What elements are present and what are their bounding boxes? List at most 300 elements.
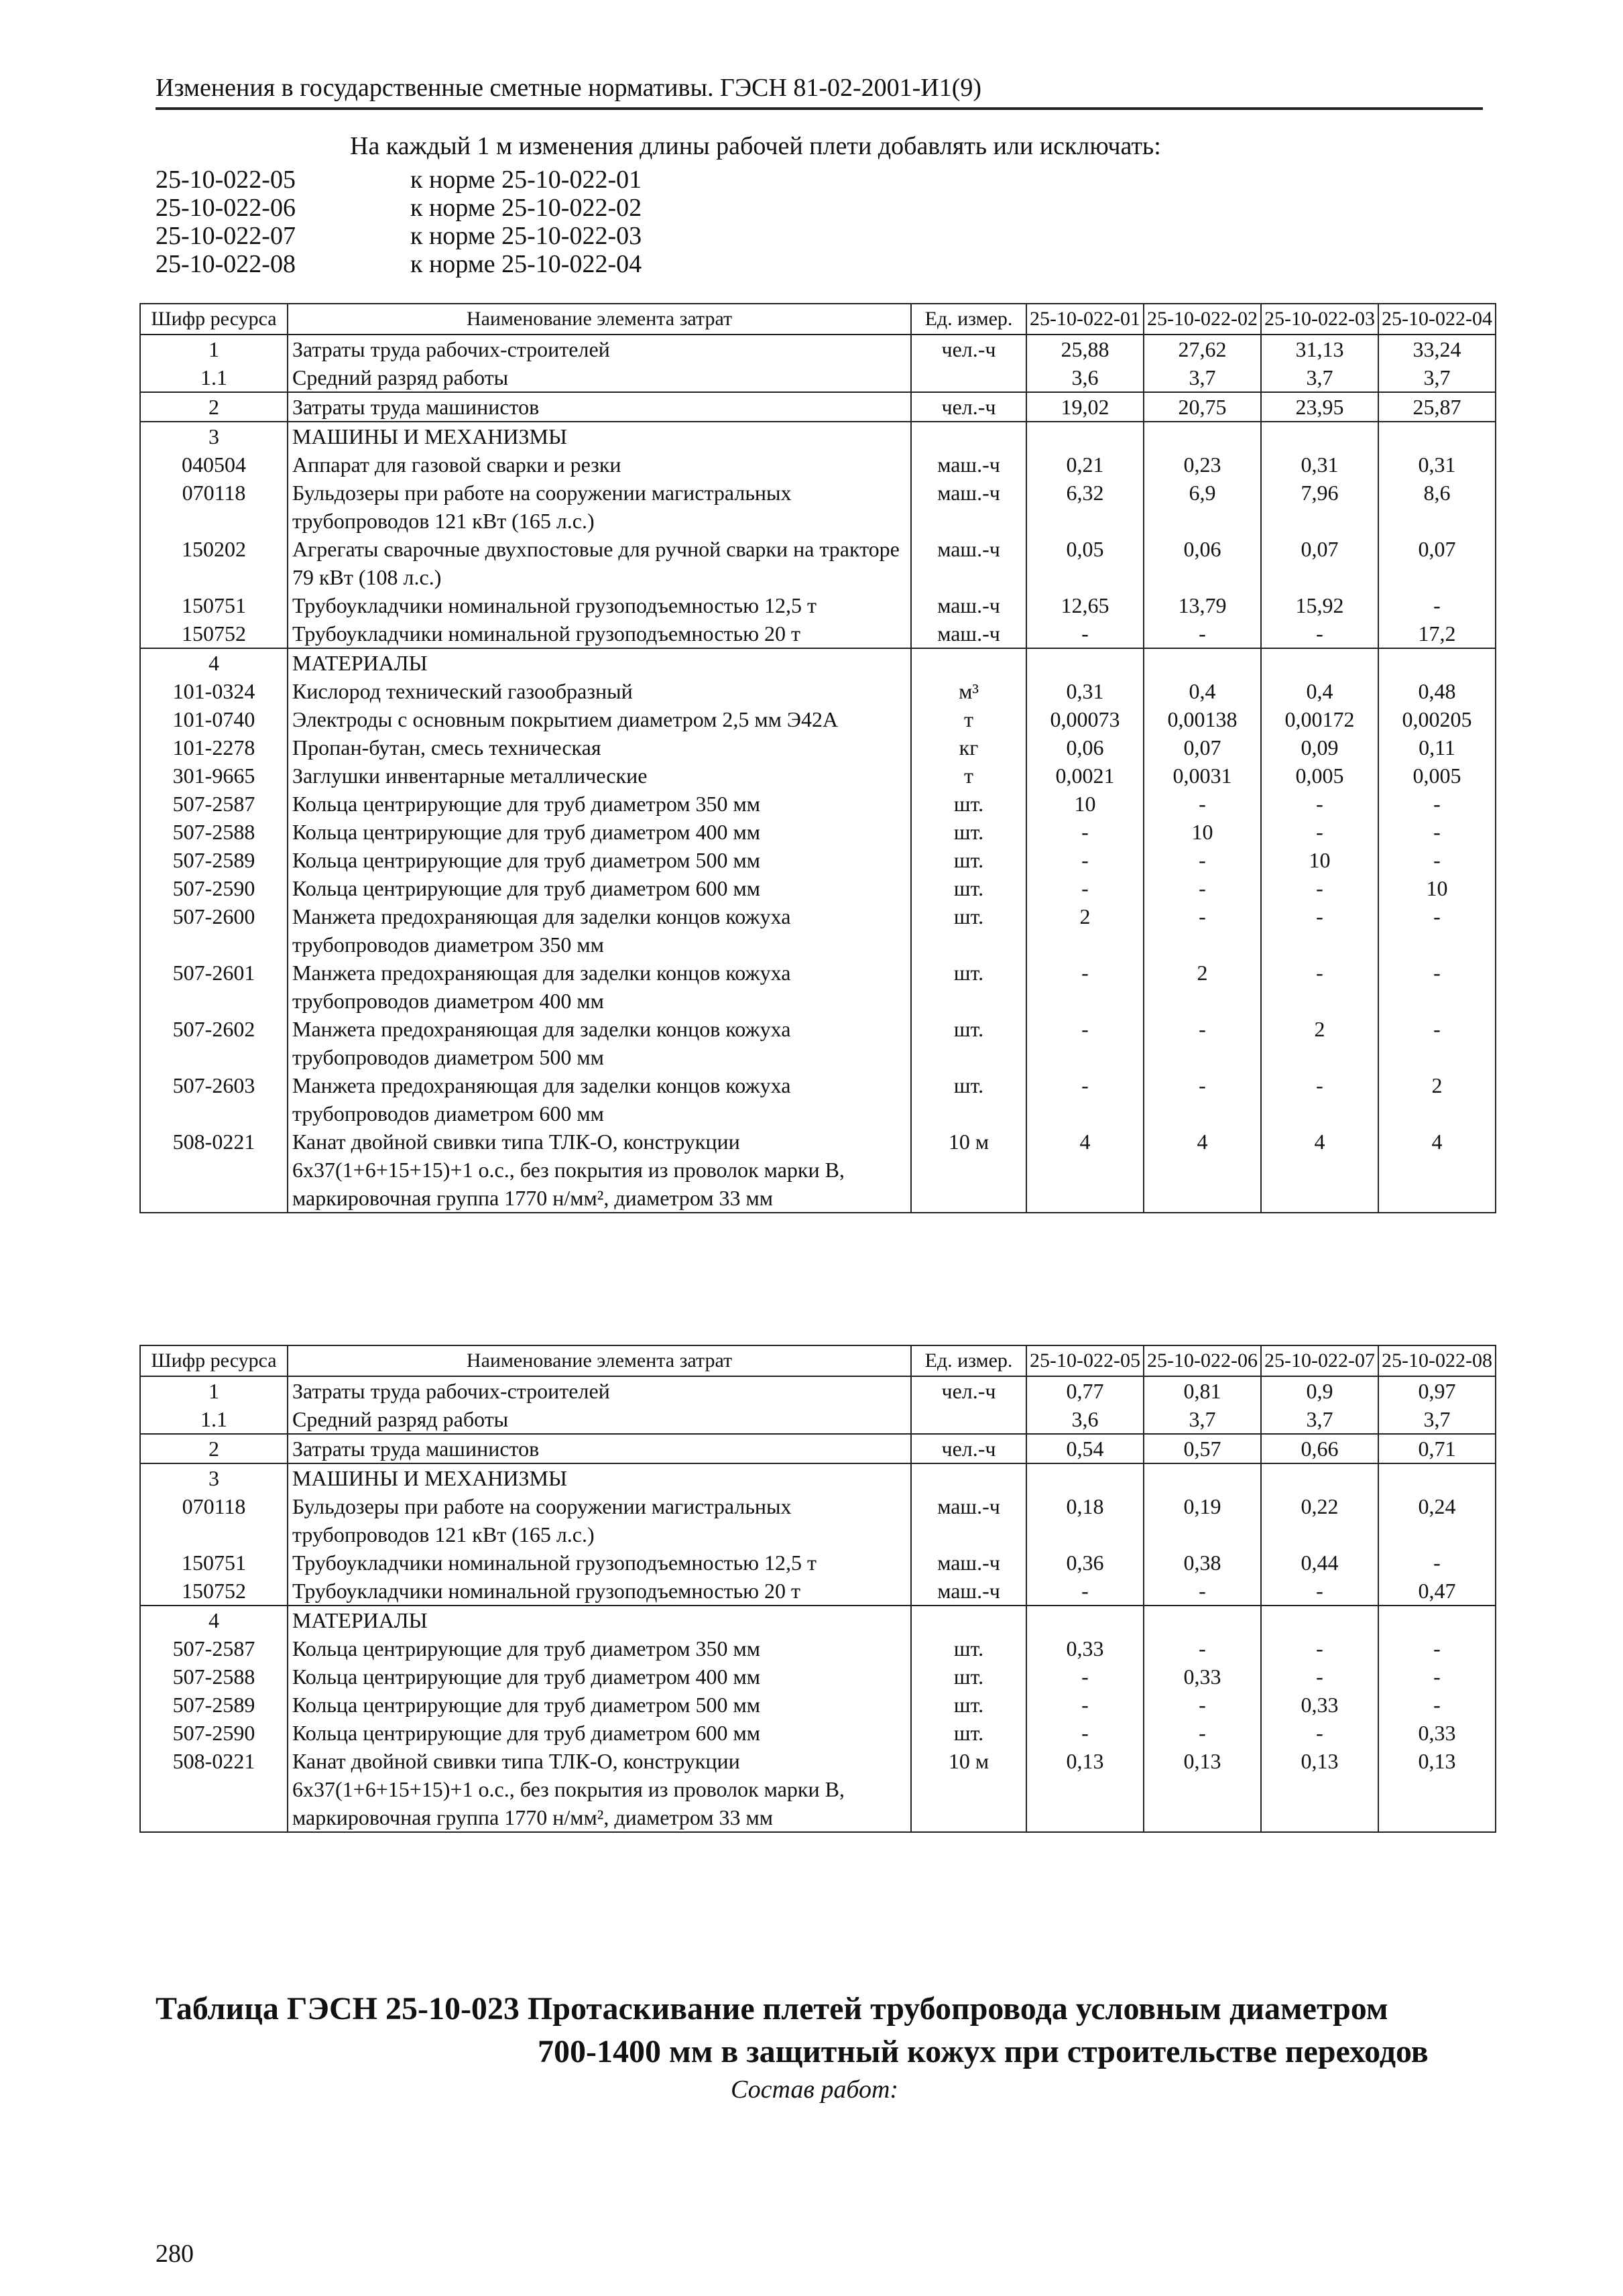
cell-name: Затраты труда рабочих-строителей	[288, 335, 911, 363]
cell-value: 0,33	[1378, 1719, 1496, 1747]
cell-name: Бульдозеры при работе на сооружении магистральных трубопроводов 121 кВт (165 л.с.)	[288, 1492, 911, 1549]
cell-name: Кольца центрирующие для труб диаметром 350 мм	[288, 790, 911, 818]
cell-value: -	[1261, 1663, 1378, 1691]
col-header-code: Шифр ресурса	[140, 304, 288, 335]
cell-value: -	[1026, 1577, 1144, 1606]
cell-value: -	[1026, 874, 1144, 902]
cell-code: 4	[140, 1606, 288, 1634]
cell-unit: шт.	[911, 790, 1026, 818]
cell-value: 27,62	[1144, 335, 1261, 363]
cell-name: Трубоукладчики номинальной грузоподъемностью 12,5 т	[288, 1549, 911, 1577]
cell-value	[1378, 648, 1496, 677]
cell-value: -	[1378, 1549, 1496, 1577]
cell-value: 0,19	[1144, 1492, 1261, 1549]
cell-value: -	[1261, 959, 1378, 1015]
table-row	[140, 450, 1496, 479]
cell-unit: чел.-ч	[911, 1434, 1026, 1463]
cell-code: 507-2600	[140, 902, 288, 959]
cell-value: 0,77	[1026, 1376, 1144, 1405]
table-row	[140, 1463, 1496, 1492]
cell-value: 12,65	[1026, 591, 1144, 619]
cell-value	[1378, 1463, 1496, 1492]
cell-unit	[911, 648, 1026, 677]
cell-value: 0,31	[1026, 677, 1144, 705]
cell-name: Трубоукладчики номинальной грузоподъемностью 12,5 т	[288, 591, 911, 619]
cell-value: 19,02	[1026, 392, 1144, 422]
table-row	[140, 335, 1496, 363]
col-header-norm: 25-10-022-07	[1261, 1345, 1378, 1376]
cell-unit: шт.	[911, 959, 1026, 1015]
table-row	[140, 619, 1496, 648]
cell-code: 508-0221	[140, 1747, 288, 1832]
table-row	[140, 1663, 1496, 1691]
col-header-code: Шифр ресурса	[140, 1345, 288, 1376]
cell-value: 0,24	[1378, 1492, 1496, 1549]
cell-name: Электроды с основным покрытием диаметром 2,5 мм Э42А	[288, 705, 911, 733]
table-row	[140, 874, 1496, 902]
cell-code: 507-2590	[140, 874, 288, 902]
col-header-norm: 25-10-022-05	[1026, 1345, 1144, 1376]
cell-code: 507-2587	[140, 1634, 288, 1663]
cell-code: 1.1	[140, 1405, 288, 1434]
cell-value: 4	[1144, 1128, 1261, 1213]
cell-code: 507-2603	[140, 1071, 288, 1128]
cell-name: Манжета предохраняющая для заделки концов кожуха трубопроводов диаметром 350 мм	[288, 902, 911, 959]
cell-value: -	[1378, 818, 1496, 846]
cell-code: 150752	[140, 619, 288, 648]
cell-value: 0,57	[1144, 1434, 1261, 1463]
cell-value: -	[1378, 959, 1496, 1015]
cell-code: 507-2587	[140, 790, 288, 818]
table-title-line1: Таблица ГЭСН 25-10-023 Протаскивание плетей трубопровода условным диаметром	[156, 1991, 1388, 2027]
col-header-norm: 25-10-022-08	[1378, 1345, 1496, 1376]
cell-unit	[911, 422, 1026, 450]
cell-value: -	[1144, 902, 1261, 959]
cell-value: 2	[1378, 1071, 1496, 1128]
cell-value: 0,00073	[1026, 705, 1144, 733]
cell-value: 0,06	[1144, 535, 1261, 591]
cell-value: 0,33	[1026, 1634, 1144, 1663]
table-row	[140, 1071, 1496, 1128]
cell-value: 0,11	[1378, 733, 1496, 762]
col-header-norm: 25-10-022-06	[1144, 1345, 1261, 1376]
cell-value: 6,32	[1026, 479, 1144, 535]
cell-value: 0,36	[1026, 1549, 1144, 1577]
table-row	[140, 1747, 1496, 1832]
cell-code: 507-2588	[140, 1663, 288, 1691]
table-row	[140, 1376, 1496, 1405]
cell-unit: маш.-ч	[911, 1549, 1026, 1577]
cell-value: -	[1026, 1691, 1144, 1719]
cell-value: 0,31	[1261, 450, 1378, 479]
cell-value: -	[1378, 1634, 1496, 1663]
cell-value: 0,13	[1261, 1747, 1378, 1832]
cell-value: 0,81	[1144, 1376, 1261, 1405]
cell-value	[1261, 1606, 1378, 1634]
cell-code: 2	[140, 1434, 288, 1463]
cell-value: 0,05	[1026, 535, 1144, 591]
work-composition-label: Состав работ:	[731, 2075, 899, 2104]
cell-unit: шт.	[911, 874, 1026, 902]
cell-value: -	[1378, 902, 1496, 959]
table-row	[140, 790, 1496, 818]
table-row	[140, 1128, 1496, 1213]
cell-value: 0,4	[1144, 677, 1261, 705]
cell-value: 0,48	[1378, 677, 1496, 705]
cell-value: 6,9	[1144, 479, 1261, 535]
cell-unit: шт.	[911, 846, 1026, 874]
cell-value: 0,38	[1144, 1549, 1261, 1577]
cell-value: 2	[1261, 1015, 1378, 1071]
cell-value	[1144, 422, 1261, 450]
cell-value: -	[1378, 1015, 1496, 1071]
col-header-norm: 25-10-022-03	[1261, 304, 1378, 335]
cell-value: -	[1026, 1719, 1144, 1747]
cell-value: -	[1144, 1719, 1261, 1747]
cell-unit: маш.-ч	[911, 591, 1026, 619]
cell-name: Трубоукладчики номинальной грузоподъемностью 20 т	[288, 1577, 911, 1606]
cell-name: Кольца центрирующие для труб диаметром 500 мм	[288, 1691, 911, 1719]
cell-unit: 10 м	[911, 1128, 1026, 1213]
cell-code: 301-9665	[140, 762, 288, 790]
cell-value: -	[1261, 790, 1378, 818]
cell-value: 23,95	[1261, 392, 1378, 422]
cell-value: -	[1261, 1577, 1378, 1606]
cell-code: 101-0740	[140, 705, 288, 733]
cell-code: 150751	[140, 591, 288, 619]
cell-unit: чел.-ч	[911, 335, 1026, 363]
cell-value	[1261, 422, 1378, 450]
cell-name: Кольца центрирующие для труб диаметром 500 мм	[288, 846, 911, 874]
page-number: 280	[156, 2240, 194, 2268]
cell-value: 0,33	[1144, 1663, 1261, 1691]
cell-unit	[911, 1405, 1026, 1434]
cell-unit: шт.	[911, 902, 1026, 959]
cell-value: -	[1261, 818, 1378, 846]
cell-name: Манжета предохраняющая для заделки концов кожуха трубопроводов диаметром 500 мм	[288, 1015, 911, 1071]
table-body	[140, 1376, 1496, 1832]
cell-unit: 10 м	[911, 1747, 1026, 1832]
norm-code: 25-10-022-08	[156, 250, 296, 278]
cell-value: 0,23	[1144, 450, 1261, 479]
cell-value: 10	[1026, 790, 1144, 818]
cell-name: Затраты труда машинистов	[288, 1434, 911, 1463]
cell-unit: шт.	[911, 1015, 1026, 1071]
cell-value	[1026, 1463, 1144, 1492]
table-row	[140, 1577, 1496, 1606]
cell-name: Затраты труда рабочих-строителей	[288, 1376, 911, 1405]
cell-code: 507-2589	[140, 846, 288, 874]
cell-value: 25,87	[1378, 392, 1496, 422]
cell-code: 4	[140, 648, 288, 677]
norm-table-1	[139, 303, 1496, 1213]
cell-code: 101-2278	[140, 733, 288, 762]
norm-code: 25-10-022-06	[156, 194, 296, 222]
cell-value: 3,6	[1026, 363, 1144, 392]
cell-code: 507-2590	[140, 1719, 288, 1747]
cell-code: 1	[140, 1376, 288, 1405]
cell-value: -	[1261, 1071, 1378, 1128]
cell-unit: шт.	[911, 818, 1026, 846]
table-row	[140, 818, 1496, 846]
cell-value: 0,44	[1261, 1549, 1378, 1577]
cell-value: -	[1144, 790, 1261, 818]
col-header-name: Наименование элемента затрат	[288, 304, 911, 335]
cell-code: 507-2588	[140, 818, 288, 846]
cell-unit: маш.-ч	[911, 479, 1026, 535]
cell-unit: маш.-ч	[911, 619, 1026, 648]
cell-value: 0,07	[1378, 535, 1496, 591]
norm-code: 25-10-022-07	[156, 222, 296, 250]
cell-unit: шт.	[911, 1719, 1026, 1747]
cell-value: 20,75	[1144, 392, 1261, 422]
table-row	[140, 422, 1496, 450]
cell-value: 10	[1261, 846, 1378, 874]
cell-name: МАШИНЫ И МЕХАНИЗМЫ	[288, 422, 911, 450]
cell-value	[1026, 422, 1144, 450]
cell-name: МАТЕРИАЛЫ	[288, 648, 911, 677]
cell-value: -	[1378, 1691, 1496, 1719]
cell-value: 0,07	[1261, 535, 1378, 591]
cell-unit: шт.	[911, 1634, 1026, 1663]
cell-value: 0,13	[1378, 1747, 1496, 1832]
cell-unit	[911, 1606, 1026, 1634]
cell-value: -	[1026, 1015, 1144, 1071]
cell-name: Кислород технический газообразный	[288, 677, 911, 705]
cell-code: 3	[140, 422, 288, 450]
table-row	[140, 1405, 1496, 1434]
cell-value	[1144, 1606, 1261, 1634]
cell-value: 0,07	[1144, 733, 1261, 762]
cell-value: 17,2	[1378, 619, 1496, 648]
table-row	[140, 762, 1496, 790]
col-header-norm: 25-10-022-01	[1026, 304, 1144, 335]
cell-value: 4	[1026, 1128, 1144, 1213]
cell-name: МАТЕРИАЛЫ	[288, 1606, 911, 1634]
table-row	[140, 648, 1496, 677]
norm-code: 25-10-022-05	[156, 166, 296, 194]
cell-unit: маш.-ч	[911, 535, 1026, 591]
cell-name: Кольца центрирующие для труб диаметром 600 мм	[288, 1719, 911, 1747]
table-row	[140, 1719, 1496, 1747]
cell-name: Канат двойной свивки типа ТЛК-О, конструкции 6х37(1+6+15+15)+1 о.с., без покрытия из проволок марки В, маркировочная группа 1770 н/мм², диаметром 33 мм	[288, 1747, 911, 1832]
cell-value: 0,54	[1026, 1434, 1144, 1463]
table-row	[140, 1434, 1496, 1463]
norm-ref: к норме 25-10-022-03	[410, 222, 642, 250]
cell-value: 2	[1026, 902, 1144, 959]
cell-unit: шт.	[911, 1071, 1026, 1128]
cell-value: -	[1261, 619, 1378, 648]
cell-unit: т	[911, 762, 1026, 790]
cell-value: 0,0031	[1144, 762, 1261, 790]
cell-name: Кольца центрирующие для труб диаметром 600 мм	[288, 874, 911, 902]
cell-name: Манжета предохраняющая для заделки концов кожуха трубопроводов диаметром 400 мм	[288, 959, 911, 1015]
cell-value: 0,22	[1261, 1492, 1378, 1549]
cell-code: 2	[140, 392, 288, 422]
cell-value: -	[1144, 1071, 1261, 1128]
cell-value: 3,7	[1261, 1405, 1378, 1434]
cell-value: -	[1144, 1577, 1261, 1606]
cell-unit: маш.-ч	[911, 450, 1026, 479]
cell-name: Кольца центрирующие для труб диаметром 350 мм	[288, 1634, 911, 1663]
cell-name: Канат двойной свивки типа ТЛК-О, конструкции 6х37(1+6+15+15)+1 о.с., без покрытия из проволок марки В, маркировочная группа 1770 н/мм², диаметром 33 мм	[288, 1128, 911, 1213]
cell-unit: кг	[911, 733, 1026, 762]
cell-unit: т	[911, 705, 1026, 733]
table-header-row	[140, 1345, 1496, 1376]
table-row	[140, 677, 1496, 705]
cell-value: 0,66	[1261, 1434, 1378, 1463]
cell-value: 0,13	[1026, 1747, 1144, 1832]
cell-value: -	[1026, 619, 1144, 648]
cell-value	[1261, 648, 1378, 677]
cell-unit: маш.-ч	[911, 1577, 1026, 1606]
cell-value: 3,7	[1261, 363, 1378, 392]
cell-value: 4	[1261, 1128, 1378, 1213]
cell-name: Средний разряд работы	[288, 363, 911, 392]
cell-value: 0,71	[1378, 1434, 1496, 1463]
cell-value: -	[1378, 790, 1496, 818]
cell-value	[1026, 648, 1144, 677]
table-body	[140, 335, 1496, 1213]
cell-value	[1261, 1463, 1378, 1492]
col-header-name: Наименование элемента затрат	[288, 1345, 911, 1376]
cell-value: -	[1026, 1663, 1144, 1691]
cell-code: 101-0324	[140, 677, 288, 705]
cell-value: -	[1026, 1071, 1144, 1128]
cell-value: 3,7	[1144, 363, 1261, 392]
cell-code: 070118	[140, 1492, 288, 1549]
cell-name: Трубоукладчики номинальной грузоподъемностью 20 т	[288, 619, 911, 648]
cell-unit: чел.-ч	[911, 392, 1026, 422]
cell-value: 0,21	[1026, 450, 1144, 479]
cell-value	[1378, 1606, 1496, 1634]
col-header-unit: Ед. измер.	[911, 1345, 1026, 1376]
table-row	[140, 959, 1496, 1015]
cell-code: 1.1	[140, 363, 288, 392]
table-row	[140, 705, 1496, 733]
cell-value: 0,0021	[1026, 762, 1144, 790]
cell-code: 507-2601	[140, 959, 288, 1015]
col-header-unit: Ед. измер.	[911, 304, 1026, 335]
cell-value: 33,24	[1378, 335, 1496, 363]
cell-value: 0,06	[1026, 733, 1144, 762]
table-row	[140, 1634, 1496, 1663]
table-header-row	[140, 304, 1496, 335]
cell-unit: м³	[911, 677, 1026, 705]
cell-value: -	[1261, 902, 1378, 959]
cell-name: Кольца центрирующие для труб диаметром 400 мм	[288, 1663, 911, 1691]
table-row	[140, 535, 1496, 591]
cell-value: 0,005	[1378, 762, 1496, 790]
table-row	[140, 1691, 1496, 1719]
cell-value: -	[1261, 1634, 1378, 1663]
cell-code: 150752	[140, 1577, 288, 1606]
cell-code: 040504	[140, 450, 288, 479]
cell-value: -	[1144, 1015, 1261, 1071]
cell-code: 507-2589	[140, 1691, 288, 1719]
table-row	[140, 363, 1496, 392]
table-row	[140, 392, 1496, 422]
cell-value: 0,005	[1261, 762, 1378, 790]
cell-value: 3,7	[1378, 363, 1496, 392]
table-row	[140, 846, 1496, 874]
cell-value: 2	[1144, 959, 1261, 1015]
cell-value: -	[1378, 591, 1496, 619]
cell-value: -	[1378, 846, 1496, 874]
cell-code: 150202	[140, 535, 288, 591]
cell-value: 0,09	[1261, 733, 1378, 762]
cell-value: 0,18	[1026, 1492, 1144, 1549]
table-row	[140, 1492, 1496, 1549]
cell-name: Средний разряд работы	[288, 1405, 911, 1434]
intro-line: На каждый 1 м изменения длины рабочей плети добавлять или исключать:	[350, 132, 1161, 160]
cell-value: -	[1144, 1691, 1261, 1719]
cell-value	[1144, 1463, 1261, 1492]
cell-name: Затраты труда машинистов	[288, 392, 911, 422]
cell-code: 1	[140, 335, 288, 363]
cell-value: -	[1026, 818, 1144, 846]
cell-unit: маш.-ч	[911, 1492, 1026, 1549]
cell-value: 0,00205	[1378, 705, 1496, 733]
norm-table-2	[139, 1345, 1496, 1833]
cell-code: 070118	[140, 479, 288, 535]
cell-value	[1378, 422, 1496, 450]
table-row	[140, 479, 1496, 535]
cell-value: 10	[1144, 818, 1261, 846]
cell-name: Манжета предохраняющая для заделки концов кожуха трубопроводов диаметром 600 мм	[288, 1071, 911, 1128]
cell-code: 150751	[140, 1549, 288, 1577]
table-row	[140, 591, 1496, 619]
cell-code: 3	[140, 1463, 288, 1492]
cell-name: Агрегаты сварочные двухпостовые для ручной сварки на тракторе 79 кВт (108 л.с.)	[288, 535, 911, 591]
cell-name: МАШИНЫ И МЕХАНИЗМЫ	[288, 1463, 911, 1492]
cell-value: 13,79	[1144, 591, 1261, 619]
cell-name: Бульдозеры при работе на сооружении магистральных трубопроводов 121 кВт (165 л.с.)	[288, 479, 911, 535]
cell-value: 25,88	[1026, 335, 1144, 363]
cell-value: 0,33	[1261, 1691, 1378, 1719]
cell-unit	[911, 363, 1026, 392]
cell-value: -	[1026, 959, 1144, 1015]
cell-code: 508-0221	[140, 1128, 288, 1213]
cell-value: 31,13	[1261, 335, 1378, 363]
cell-value: 0,31	[1378, 450, 1496, 479]
cell-value: 0,9	[1261, 1376, 1378, 1405]
cell-value: 0,47	[1378, 1577, 1496, 1606]
cell-name: Пропан-бутан, смесь техническая	[288, 733, 911, 762]
cell-name: Кольца центрирующие для труб диаметром 400 мм	[288, 818, 911, 846]
cell-unit: шт.	[911, 1691, 1026, 1719]
cell-value: -	[1144, 619, 1261, 648]
table-row	[140, 1549, 1496, 1577]
cell-unit: чел.-ч	[911, 1376, 1026, 1405]
cell-unit	[911, 1463, 1026, 1492]
table-row	[140, 1606, 1496, 1634]
cell-name: Заглушки инвентарные металлические	[288, 762, 911, 790]
cell-unit: шт.	[911, 1663, 1026, 1691]
cell-value: 3,7	[1378, 1405, 1496, 1434]
cell-value: 8,6	[1378, 479, 1496, 535]
norm-ref: к норме 25-10-022-02	[410, 194, 642, 222]
norm-ref: к норме 25-10-022-01	[410, 166, 642, 194]
cell-value: 4	[1378, 1128, 1496, 1213]
cell-value: -	[1144, 1634, 1261, 1663]
col-header-norm: 25-10-022-04	[1378, 304, 1496, 335]
cell-value: 15,92	[1261, 591, 1378, 619]
cell-value	[1026, 1606, 1144, 1634]
cell-code: 507-2602	[140, 1015, 288, 1071]
table-row	[140, 733, 1496, 762]
table-title-line2: 700-1400 мм в защитный кожух при строительстве переходов	[538, 2034, 1429, 2069]
